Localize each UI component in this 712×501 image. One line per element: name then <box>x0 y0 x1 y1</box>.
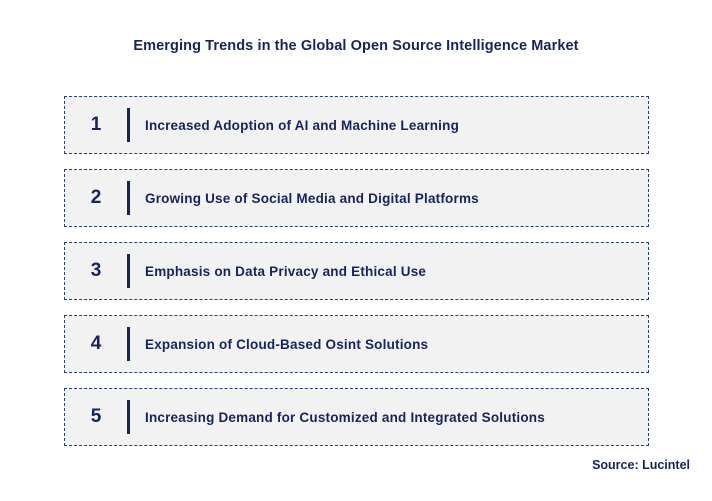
source-credit: Source: Lucintel <box>592 458 690 472</box>
list-item <box>64 315 649 373</box>
list-item-number: 3 <box>90 260 102 281</box>
list-item <box>64 388 649 446</box>
list-item-number: 2 <box>90 187 102 208</box>
list-item-number: 5 <box>90 406 102 427</box>
list-item <box>64 96 649 154</box>
page-title: Emerging Trends in the Global Open Source Intelligence Market <box>133 38 579 54</box>
list-item-label: Expansion of Cloud-Based Osint Solutions <box>145 336 429 352</box>
list-item-label: Emphasis on Data Privacy and Ethical Use <box>145 263 427 279</box>
list-item-label: Growing Use of Social Media and Digital Platforms <box>145 190 479 206</box>
list-item-label: Increasing Demand for Customized and Integrated Solutions <box>145 409 545 425</box>
list-item-number: 1 <box>90 114 102 135</box>
list-item <box>64 242 649 300</box>
list-item <box>64 169 649 227</box>
list-item-label: Increased Adoption of AI and Machine Learning <box>145 117 460 133</box>
list-item-number: 4 <box>90 333 102 354</box>
trend-list <box>64 96 649 461</box>
